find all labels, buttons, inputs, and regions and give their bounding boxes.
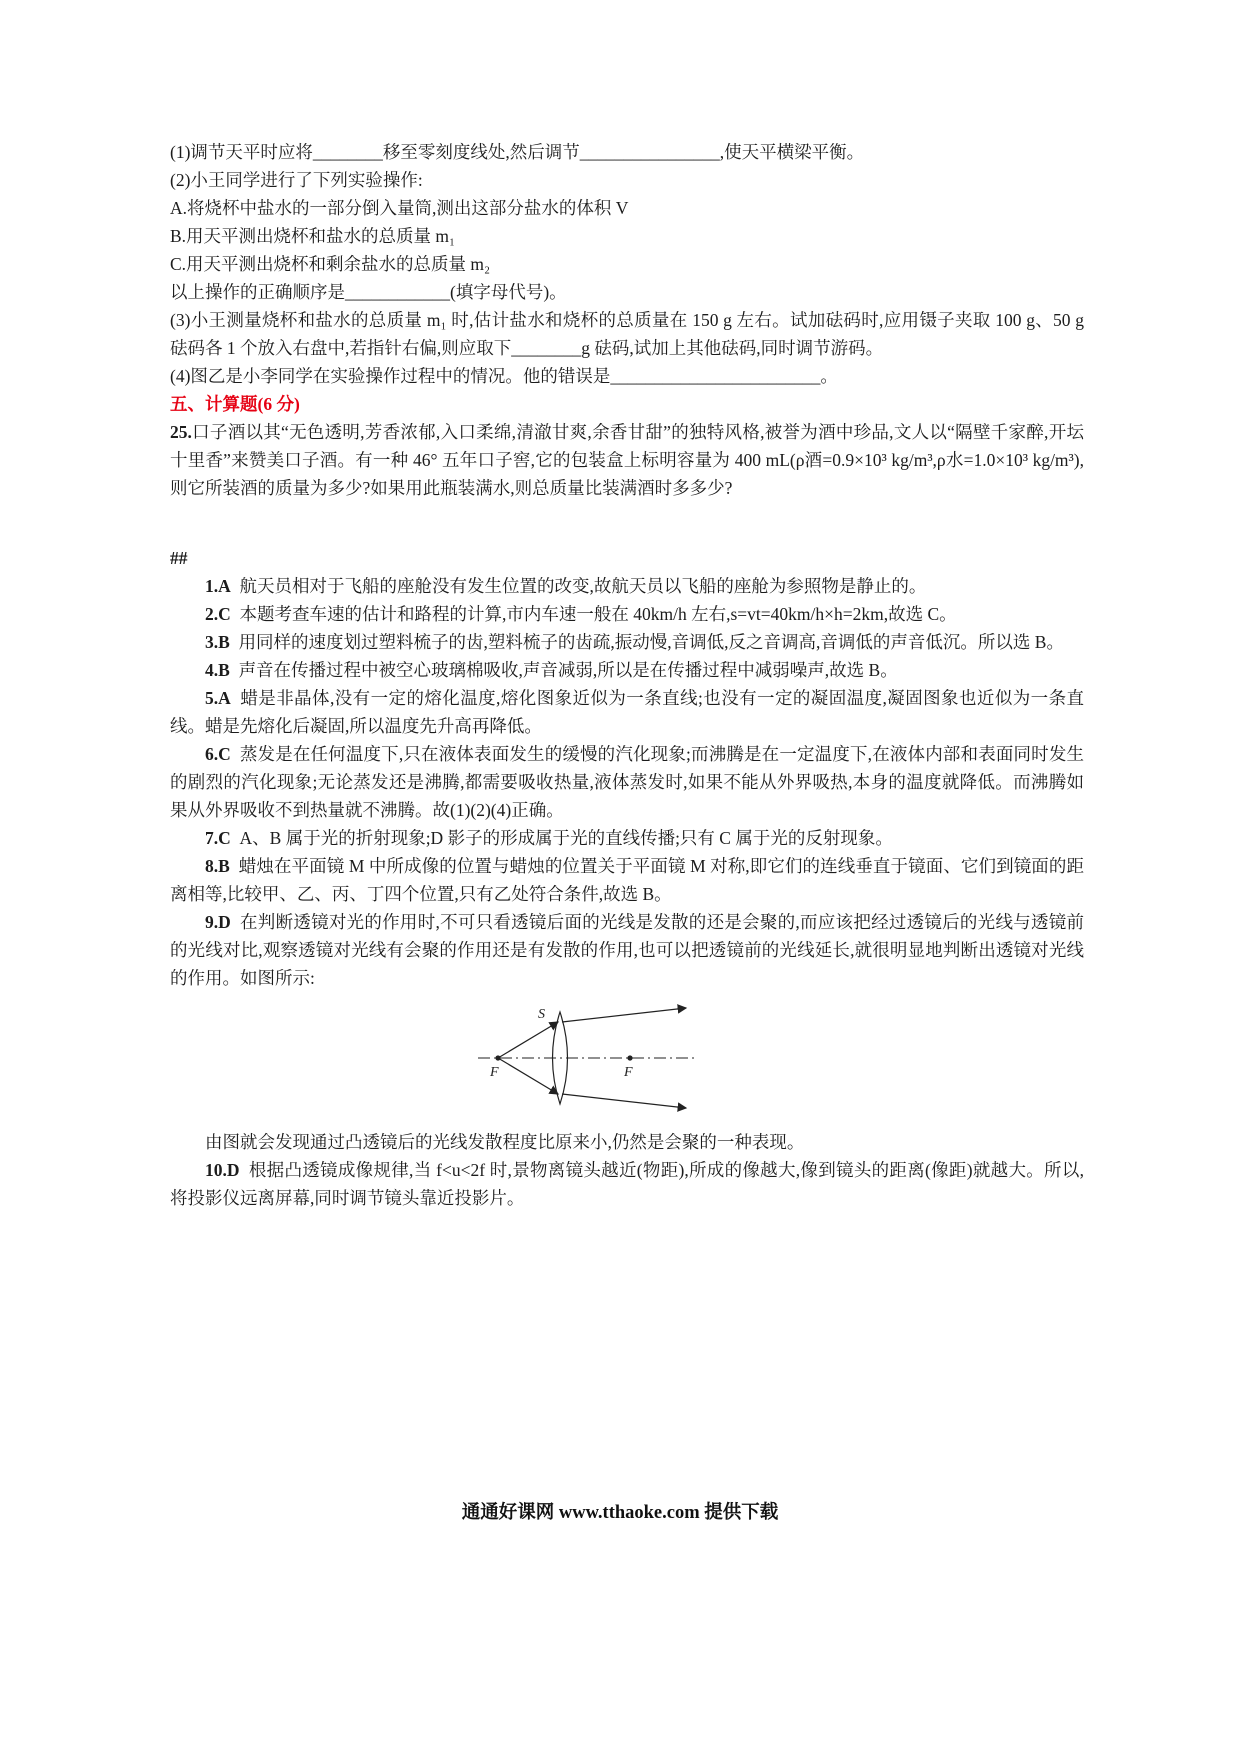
answer-7-number: 7.C xyxy=(205,828,231,848)
label-f-right: F xyxy=(624,1065,633,1080)
answer-1 xyxy=(170,572,1084,600)
page-content xyxy=(170,138,1084,1212)
refracted-ray-top xyxy=(562,1008,686,1022)
answer-8-number: 8.B xyxy=(205,856,230,876)
answer-2-text: 本题考查车速的估计和路程的计算,市内车速一般在 40km/h 左右,s=vt=40km/h×h=2km,故选 C。 xyxy=(239,604,957,624)
answer-6 xyxy=(170,740,1084,824)
label-s: S xyxy=(538,1007,545,1022)
answer-10 xyxy=(170,1156,1084,1212)
answer-5-number: 5.A xyxy=(205,688,231,708)
experiment-option-b: B.用天平测出烧杯和盐水的总质量 m₁ xyxy=(170,226,456,246)
question-25 xyxy=(170,418,1084,502)
answer-5 xyxy=(170,684,1084,740)
experiment-step-intro: (2)小王同学进行了下列实验操作: xyxy=(170,170,423,190)
figure-note: 由图就会发现通过凸透镜后的光线发散程度比原来小,仍然是会聚的一种表现。 xyxy=(205,1132,805,1152)
answer-9 xyxy=(170,908,1084,992)
answer-10-number: 10.D xyxy=(205,1160,240,1180)
answer-7 xyxy=(170,824,1084,852)
answer-3-number: 3.B xyxy=(205,632,230,652)
answer-1-text: 航天员相对于飞船的座舱没有发生位置的改变,故航天员以飞船的座舱为参照物是静止的。 xyxy=(239,576,927,596)
answer-4-text: 声音在传播过程中被空心玻璃棉吸收,声音减弱,所以是在传播过程中减弱噪声,故选 B。 xyxy=(238,660,898,680)
answer-4 xyxy=(170,656,1084,684)
answer-2 xyxy=(170,600,1084,628)
answer-6-text: 蒸发是在任何温度下,只在液体表面发生的缓慢的汽化现象;而沸腾是在一定温度下,在液体内部和表面同时发生的剧烈的汽化现象;无论蒸发还是沸腾,都需要吸收热量,液体蒸发时,如果不能从外界吸热,本身的温度就降低。而沸腾如果从外界吸收不到热量就不沸腾。故(1)(2)(4)正确。 xyxy=(170,744,1085,820)
question-25-number: 25. xyxy=(170,422,192,442)
answer-4-number: 4.B xyxy=(205,660,230,680)
experiment-weights-question: (3)小王测量烧杯和盐水的总质量 m₁ 时,估计盐水和烧杯的总质量在 150 g 左右。试加砝码时,应用镊子夹取 100 g、50 g 砝码各 1 个放入右盘中,若指针右偏,则应取下________g 砝码,试加上其他砝码,同时调节游码。 xyxy=(170,310,1084,358)
answer-8 xyxy=(170,852,1084,908)
answer-5-text: 蜡是非晶体,没有一定的熔化温度,熔化图象近似为一条直线;也没有一定的凝固温度,凝固图象也近似为一条直线。蜡是先熔化后凝固,所以温度先升高再降低。 xyxy=(170,688,1084,736)
question-25-text: 口子酒以其“无色透明,芳香浓郁,入口柔绵,清澈甘爽,余香甘甜”的独特风格,被誉为酒中珍品,文人以“隔壁千家醉,开坛十里香”来赞美口子酒。有一种 46° 五年口子窖,它的包装盒上标明容量为 400 mL(ρ酒=0.9×10³ kg/m³,ρ水=1.0×10³ kg/m³),则它所装酒的质量为多少?如果用此瓶装满水,则总质量比装满酒时多多少? xyxy=(170,422,1084,498)
answers-section-marker: ## xyxy=(170,548,188,568)
refracted-ray-bottom xyxy=(562,1094,686,1108)
incident-ray-bottom xyxy=(498,1058,558,1094)
experiment-option-a: A.将烧杯中盐水的一部分倒入量筒,测出这部分盐水的体积 V xyxy=(170,198,629,218)
answer-3-text: 用同样的速度划过塑料梳子的齿,塑料梳子的齿疏,振动慢,音调低,反之音调高,音调低的声音低沉。所以选 B。 xyxy=(238,632,1064,652)
answer-9-text: 在判断透镜对光的作用时,不可只看透镜后面的光线是发散的还是会聚的,而应该把经过透镜后的光线与透镜前的光线对比,观察透镜对光线有会聚的作用还是有发散的作用,也可以把透镜前的光线延长,就很明显地判断出透镜对光线的作用。如图所示: xyxy=(170,912,1084,988)
lens-diagram-figure xyxy=(90,1002,1084,1122)
answer-7-text: A、B 属于光的折射现象;D 影子的形成属于光的直线传播;只有 C 属于光的反射现象。 xyxy=(239,828,893,848)
answer-2-number: 2.C xyxy=(205,604,231,624)
section-heading-calculation: 五、计算题(6 分) xyxy=(170,394,300,414)
incident-ray-top xyxy=(498,1022,558,1058)
lens-diagram xyxy=(472,1002,702,1114)
experiment-error-question: (4)图乙是小李同学在实验操作过程中的情况。他的错误是________________________。 xyxy=(170,366,838,386)
footer-text: 通通好课网 www.tthaoke.com 提供下载 xyxy=(461,1503,779,1523)
experiment-option-c: C.用天平测出烧杯和剩余盐水的总质量 m₂ xyxy=(170,254,491,274)
experiment-blank-line-1: (1)调节天平时应将________移至零刻度线处,然后调节________________,使天平横梁平衡。 xyxy=(170,142,865,162)
answer-3 xyxy=(170,628,1084,656)
label-f-left: F xyxy=(490,1065,499,1080)
focal-point-right xyxy=(627,1055,632,1060)
answer-9-number: 9.D xyxy=(205,912,231,932)
experiment-order-blank: 以上操作的正确顺序是____________(填字母代号)。 xyxy=(170,282,567,302)
answer-10-text: 根据凸透镜成像规律,当 f<u<2f 时,景物离镜头越近(物距),所成的像越大,像到镜头的距离(像距)就越大。所以,将投影仪远离屏幕,同时调节镜头靠近投影片。 xyxy=(170,1160,1084,1208)
answer-8-text: 蜡烛在平面镜 M 中所成像的位置与蜡烛的位置关于平面镜 M 对称,即它们的连线垂直于镜面、它们到镜面的距离相等,比较甲、乙、丙、丁四个位置,只有乙处符合条件,故选 B。 xyxy=(170,856,1085,904)
answer-6-number: 6.C xyxy=(205,744,231,764)
answer-1-number: 1.A xyxy=(205,576,231,596)
